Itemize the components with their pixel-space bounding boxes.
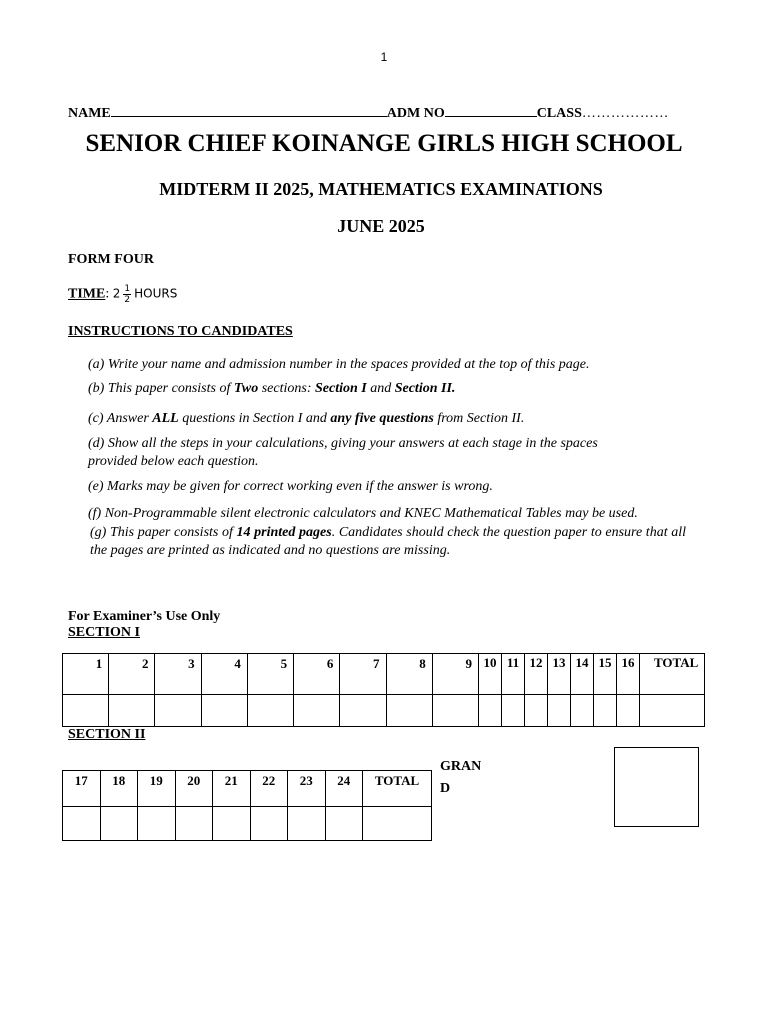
table-row — [63, 771, 432, 807]
instructions-heading: INSTRUCTIONS TO CANDIDATES — [68, 324, 293, 339]
score-cell[interactable] — [138, 807, 176, 841]
score-cell[interactable] — [109, 695, 155, 727]
section1-header-cell: 4 — [201, 654, 247, 695]
instruction-e: (e) Marks may be given for correct working even if the answer is wrong. — [88, 479, 493, 494]
adm-no-label: ADM NO — [386, 106, 445, 121]
section2-header-cell: 20 — [175, 771, 213, 807]
section1-header-cell: 15 — [594, 654, 617, 695]
score-cell[interactable] — [617, 695, 640, 727]
section2-header-cell: 18 — [100, 771, 138, 807]
time-allowed: TIME: 2 $\frac{1}{2}$ HOURS — [68, 284, 178, 305]
score-cell[interactable] — [525, 695, 548, 727]
score-cell[interactable] — [288, 807, 326, 841]
candidate-details-line — [68, 102, 669, 122]
score-cell[interactable] — [175, 807, 213, 841]
score-cell[interactable] — [250, 807, 288, 841]
instruction-f: (f) Non-Programmable silent electronic calculators and KNEC Mathematical Tables may be used. — [88, 506, 638, 521]
grand-total-label: GRAND — [440, 759, 482, 796]
time-label: TIME — [68, 286, 106, 302]
score-cell[interactable] — [155, 695, 201, 727]
section1-header-cell: 1 — [63, 654, 109, 695]
section1-header-cell: 9 — [432, 654, 478, 695]
section1-header-cell: 3 — [155, 654, 201, 695]
section2-label: SECTION II — [68, 727, 146, 742]
section1-header-cell: 14 — [571, 654, 594, 695]
section1-header-cell: 13 — [548, 654, 571, 695]
instruction-d: (d) Show all the steps in your calculations, giving your answers at each stage in the spaces provided below each question. — [88, 436, 598, 469]
score-cell[interactable] — [63, 807, 101, 841]
score-cell[interactable] — [100, 807, 138, 841]
score-cell[interactable] — [294, 695, 340, 727]
section1-header-cell: 5 — [247, 654, 293, 695]
instruction-c: (c) Answer ALL questions in Section I and any five questions from Section II. — [88, 411, 525, 426]
score-cell[interactable] — [213, 807, 251, 841]
score-cell[interactable] — [247, 695, 293, 727]
exam-title: MIDTERM II 2025, MATHEMATICS EXAMINATIONS — [159, 179, 603, 199]
section2-total-cell[interactable] — [363, 807, 432, 841]
section2-header-cell: 22 — [250, 771, 288, 807]
examiner-use-heading: For Examiner’s Use Only — [68, 609, 221, 624]
instruction-b: (b) This paper consists of Two sections: Section I and Section II. — [88, 381, 456, 396]
score-cell[interactable] — [548, 695, 571, 727]
name-field[interactable] — [111, 102, 387, 117]
time-whole: 2 — [112, 286, 121, 301]
score-cell[interactable] — [325, 807, 363, 841]
time-fraction: $\frac{1}{2}$ — [124, 284, 131, 305]
section1-total-cell[interactable] — [640, 695, 705, 727]
school-name: SENIOR CHIEF KOINANGE GIRLS HIGH SCHOOL — [85, 130, 683, 157]
score-cell[interactable] — [201, 695, 247, 727]
table-row — [63, 695, 705, 727]
form-level: FORM FOUR — [68, 252, 154, 267]
section1-header-cell: 8 — [386, 654, 432, 695]
time-unit: HOURS — [134, 286, 178, 301]
table-row — [63, 807, 432, 841]
section2-header-cell: 23 — [288, 771, 326, 807]
score-cell[interactable] — [479, 695, 502, 727]
table-row — [63, 654, 705, 695]
section1-header-cell: 7 — [340, 654, 386, 695]
grand-total-box[interactable] — [614, 747, 699, 827]
section1-score-table — [62, 653, 705, 727]
adm-no-field[interactable] — [445, 102, 537, 117]
section1-label: SECTION I — [68, 625, 140, 640]
section2-header-cell: 19 — [138, 771, 176, 807]
exam-month: JUNE 2025 — [337, 216, 425, 236]
section2-header-cell: 21 — [213, 771, 251, 807]
section1-total-header: TOTAL — [640, 654, 705, 695]
name-label: NAME — [68, 106, 111, 121]
score-cell[interactable] — [386, 695, 432, 727]
section1-header-cell: 12 — [525, 654, 548, 695]
section2-score-table — [62, 770, 432, 841]
page-number: 1 — [380, 50, 388, 64]
section2-total-header: TOTAL — [363, 771, 432, 807]
section2-header-cell: 24 — [325, 771, 363, 807]
score-cell[interactable] — [594, 695, 617, 727]
section1-header-cell: 2 — [109, 654, 155, 695]
section1-header-cell: 10 — [479, 654, 502, 695]
instruction-a: (a) Write your name and admission number in the spaces provided at the top of this page. — [88, 357, 590, 372]
score-cell[interactable] — [340, 695, 386, 727]
score-cell[interactable] — [502, 695, 525, 727]
section1-header-cell: 6 — [294, 654, 340, 695]
instruction-g: (g) This paper consists of 14 printed pages. Candidates should check the question paper to ensure that all the pages are printed as indicated and no questions are missing. — [90, 525, 687, 558]
section1-header-cell: 11 — [502, 654, 525, 695]
section1-header-cell: 16 — [617, 654, 640, 695]
section2-header-cell: 17 — [63, 771, 101, 807]
class-label: CLASS — [536, 106, 582, 121]
class-field[interactable]: ……………… — [581, 106, 669, 121]
score-cell[interactable] — [63, 695, 109, 727]
score-cell[interactable] — [571, 695, 594, 727]
score-cell[interactable] — [432, 695, 478, 727]
